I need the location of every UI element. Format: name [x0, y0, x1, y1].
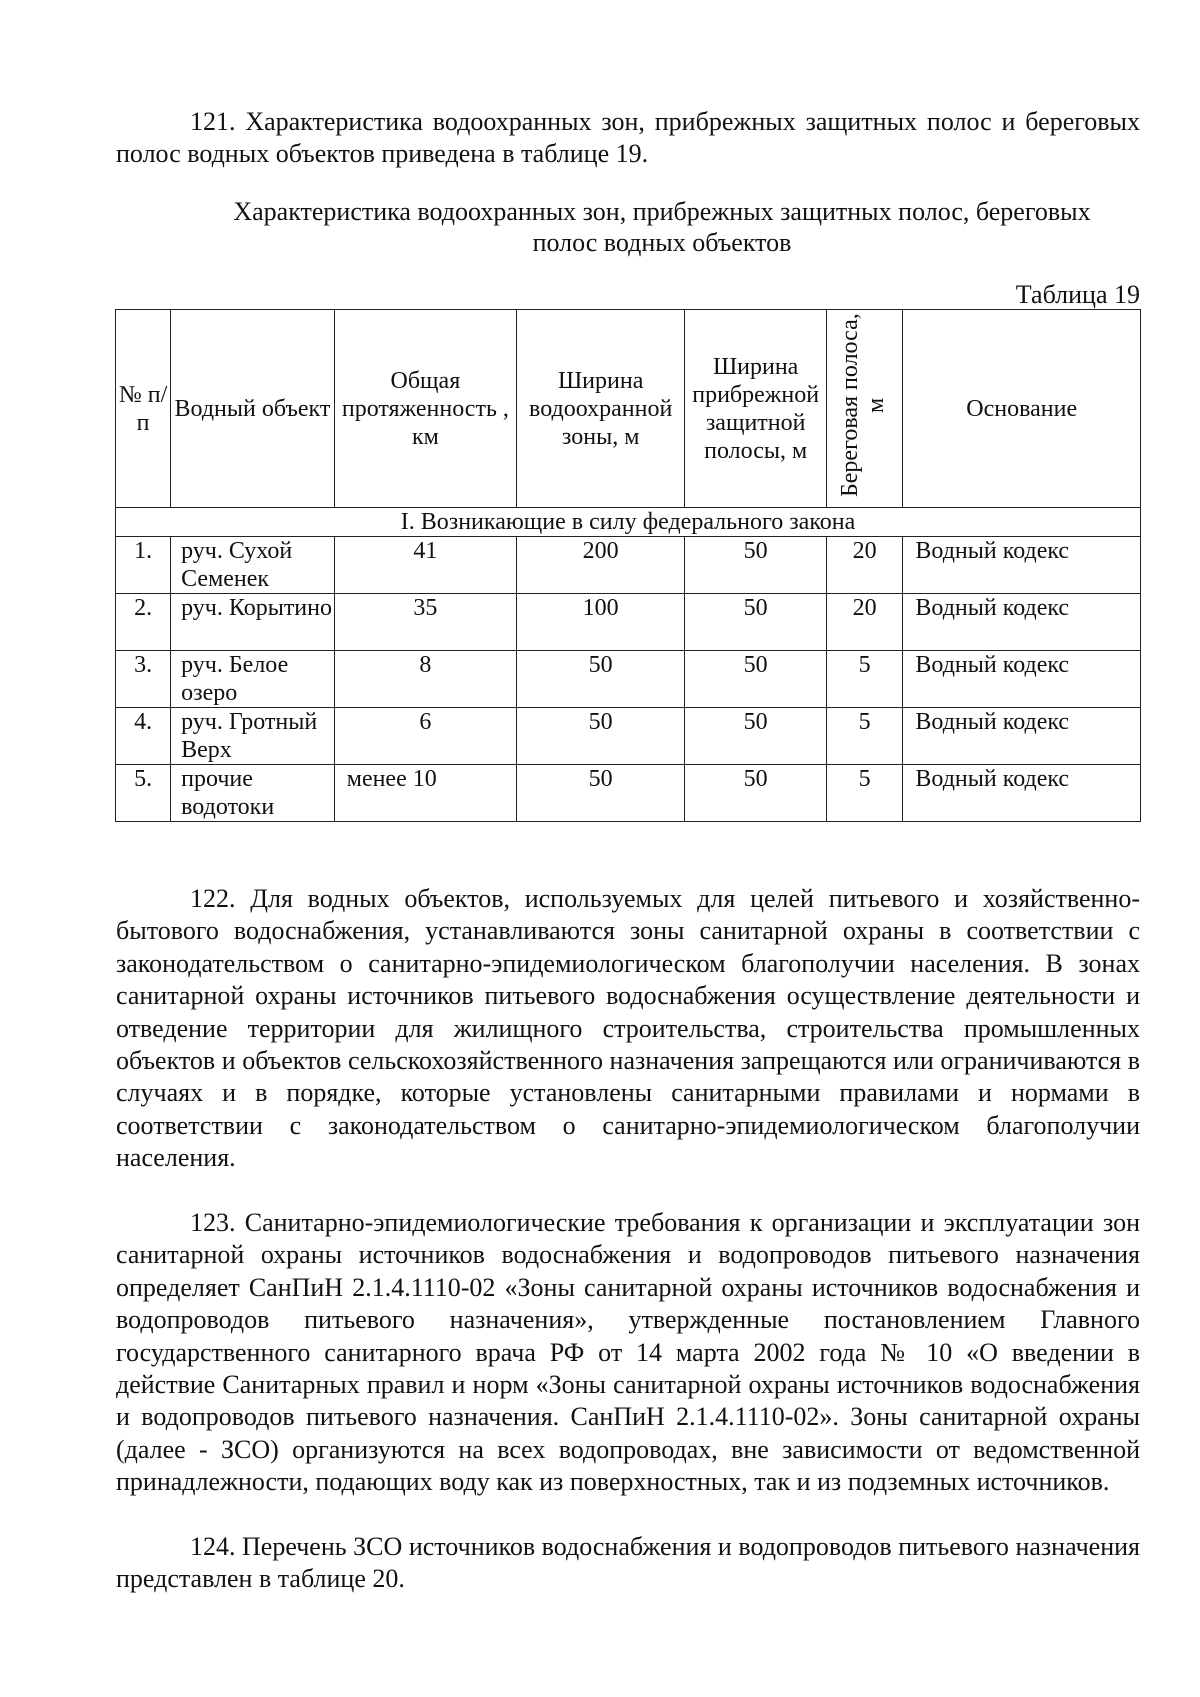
- cell-length: 41: [334, 537, 516, 594]
- cell-zone-width: 200: [517, 537, 685, 594]
- cell-basis: Водный кодекс: [903, 651, 1141, 708]
- cell-strip-width: 50: [685, 537, 827, 594]
- cell-strip-width: 50: [685, 594, 827, 651]
- cell-coast: 5: [826, 765, 902, 822]
- cell-object: руч. Белое озеро: [171, 651, 335, 708]
- cell-object: руч. Корытино: [171, 594, 335, 651]
- cell-basis: Водный кодекс: [903, 708, 1141, 765]
- cell-zone-width: 100: [517, 594, 685, 651]
- cell-strip-width: 50: [685, 765, 827, 822]
- cell-num: 4.: [116, 708, 171, 765]
- cell-basis: Водный кодекс: [903, 537, 1141, 594]
- header-zone-width: Ширина водоохранной зоны, м: [517, 310, 685, 508]
- table-row: [116, 708, 1141, 765]
- cell-length: 8: [334, 651, 516, 708]
- cell-object: прочие водотоки: [171, 765, 335, 822]
- cell-strip-width: 50: [685, 651, 827, 708]
- table-caption-line2: полос водных объектов: [532, 228, 792, 257]
- cell-length: 35: [334, 594, 516, 651]
- header-strip-width: Ширина прибрежной защитной полосы, м: [685, 310, 827, 508]
- header-object: Водный объект: [171, 310, 335, 508]
- paragraph-124: 124. Перечень ЗСО источников водоснабжения и водопроводов питьевого назначения представлен в таблице 20.: [116, 1532, 1140, 1594]
- cell-num: 5.: [116, 765, 171, 822]
- cell-strip-width: 50: [685, 708, 827, 765]
- cell-length: менее 10: [334, 765, 516, 822]
- cell-basis: Водный кодекс: [903, 594, 1141, 651]
- cell-zone-width: 50: [517, 651, 685, 708]
- header-num: № п/п: [116, 310, 171, 508]
- paragraph-123: 123. Санитарно-эпидемиологические требования к организации и эксплуатации зон санитарной охраны источников водоснабжения и водопроводов питьевого назначения определяет СанПиН 2.1.4.1110-02 «Зоны санитарной охраны источников водоснабжения и водопроводов питьевого назначения», утвержденные постановлением Главного государственного санитарного врача РФ от 14 марта 2002 года № 10 «О введении в действие Санитарных правил и норм «Зоны санитарной охраны источников водоснабжения и водопроводов питьевого назначения. СанПиН 2.1.4.1110-02». Зоны санитарной охраны (далее - ЗСО) организуются на всех водопроводах, вне зависимости от ведомственной принадлежности, подающих воду как из поверхностных, так и из подземных источников.: [116, 1208, 1140, 1497]
- header-length: Общая протяженность , км: [334, 310, 516, 508]
- table-row: [116, 651, 1141, 708]
- cell-object: руч. Гротный Верх: [171, 708, 335, 765]
- cell-coast: 5: [826, 651, 902, 708]
- cell-object: руч. Сухой Семенек: [171, 537, 335, 594]
- table-caption-line1: Характеристика водоохранных зон, прибрежных защитных полос, береговых: [233, 197, 1091, 226]
- cell-num: 1.: [116, 537, 171, 594]
- water-zones-table: [115, 309, 1141, 822]
- paragraph-121: 121. Характеристика водоохранных зон, прибрежных защитных полос и береговых полос водных объектов приведена в таблице 19.: [116, 107, 1140, 169]
- table-header-row: [116, 310, 1141, 508]
- header-basis: Основание: [903, 310, 1141, 508]
- header-coast-text: Береговая полоса, м: [836, 313, 889, 497]
- cell-coast: 5: [826, 708, 902, 765]
- cell-coast: 20: [826, 537, 902, 594]
- table-number: Таблица 19: [1015, 280, 1140, 309]
- cell-zone-width: 50: [517, 708, 685, 765]
- cell-length: 6: [334, 708, 516, 765]
- cell-basis: Водный кодекс: [903, 765, 1141, 822]
- cell-zone-width: 50: [517, 765, 685, 822]
- section-label: I. Возникающие в силу федерального закона: [116, 508, 1141, 537]
- table-row: [116, 594, 1141, 651]
- section-row: [116, 508, 1141, 537]
- cell-num: 3.: [116, 651, 171, 708]
- cell-num: 2.: [116, 594, 171, 651]
- cell-coast: 20: [826, 594, 902, 651]
- table-row: [116, 537, 1141, 594]
- header-coast: [826, 310, 902, 508]
- table-row: [116, 765, 1141, 822]
- paragraph-122: 122. Для водных объектов, используемых для целей питьевого и хозяйственно-бытового водоснабжения, устанавливаются зоны санитарной охраны в соответствии с законодательством о санитарно-эпидемиологическом благополучии населения. В зонах санитарной охраны источников питьевого водоснабжения осуществление деятельности и отведение территории для жилищного строительства, строительства промышленных объектов и объектов сельскохозяйственного назначения запрещаются или ограничиваются в случаях и в порядке, которые установлены санитарными правилами и нормами в соответствии с законодательством о санитарно-эпидемиологическом благополучии населения.: [116, 884, 1140, 1173]
